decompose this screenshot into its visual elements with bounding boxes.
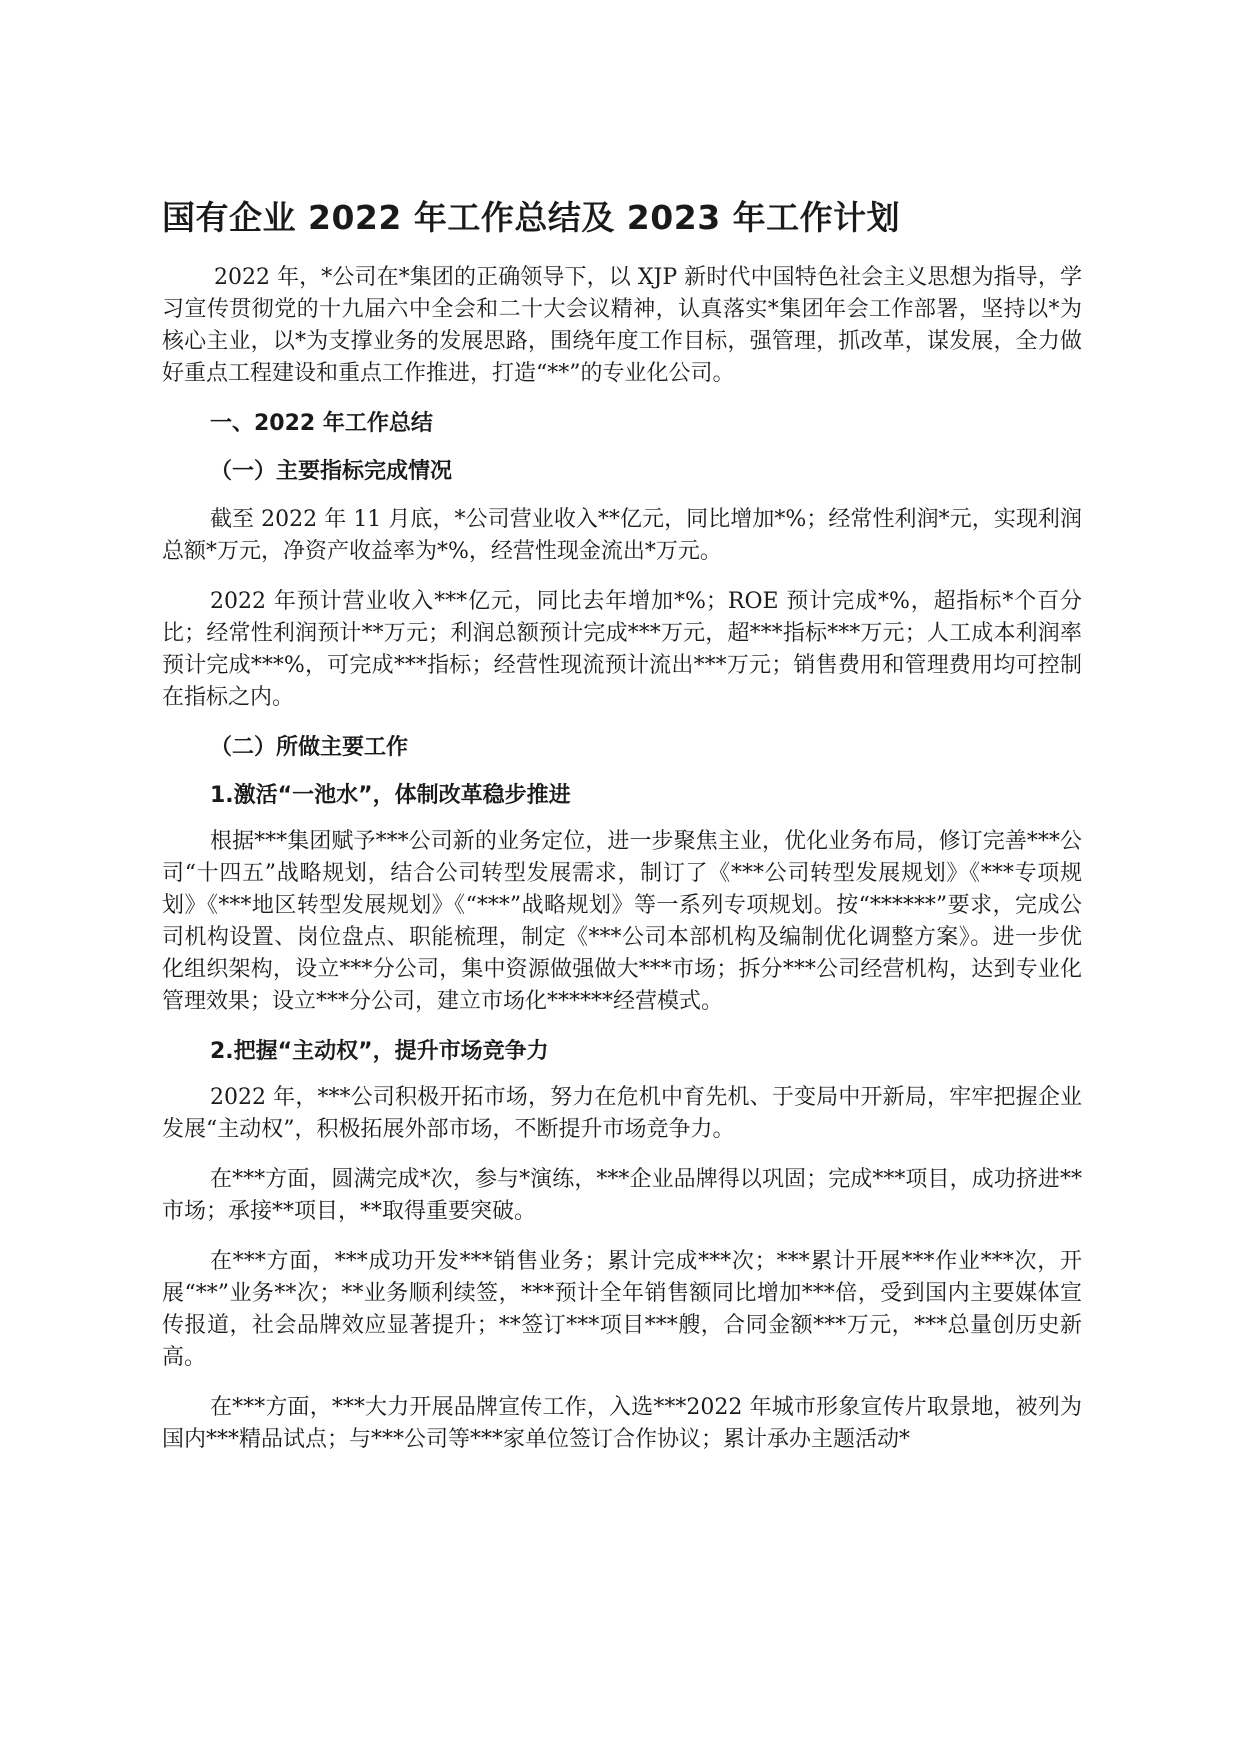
paragraph: 在***方面，圆满完成*次，参与*演练，***企业品牌得以巩固；完成***项目，成功挤进**市场；承接**项目，**取得重要突破。: [162, 1167, 1082, 1224]
paragraph: 截至 2022 年 11 月底，*公司营业收入**亿元，同比增加*%；经常性利润*元，实现利润总额*万元，净资产收益率为*%，经营性现金流出*万元。: [162, 507, 1082, 564]
item-heading: 2.把握“主动权”，提升市场竞争力: [210, 1039, 549, 1064]
subsection-heading: （一）主要指标完成情况: [210, 459, 453, 484]
document-page: [162, 196, 1082, 1474]
item-heading: 1.激活“一池水”，体制改革稳步推进: [210, 783, 571, 808]
paragraph: 在***方面，***成功开发***销售业务；累计完成***次；***累计开展***作业***次，开展“**”业务**次；**业务顺利续签，***预计全年销售额同比增加***倍，受到国内主要媒体宣传报道，社会品牌效应显著提升；**签订***项目***艘，合同金额***万元，***总量创历史新高。: [162, 1249, 1082, 1370]
section-heading: 一、2022 年工作总结: [210, 411, 433, 436]
paragraph: 2022 年预计营业收入***亿元，同比去年增加*%；ROE 预计完成*%，超指标*个百分比；经常性利润预计**万元；利润总额预计完成***万元，超***指标***万元；人工成本利润率预计完成***%，可完成***指标；经营性现流预计流出***万元；销售费用和管理费用均可控制在指标之内。: [162, 589, 1082, 710]
subsection-heading: （二）所做主要工作: [210, 735, 409, 760]
paragraph: 根据***集团赋予***公司新的业务定位，进一步聚焦主业，优化业务布局，修订完善***公司“十四五”战略规划，结合公司转型发展需求，制订了《***公司转型发展规划》《***专项规划》《***地区转型发展规划》《“***”战略规划》等一系列专项规划。按“******”要求，完成公司机构设置、岗位盘点、职能梳理，制定《***公司本部机构及编制优化调整方案》。进一步优化组织架构，设立***分公司，集中资源做强做大***市场；拆分***公司经营机构，达到专业化管理效果；设立***分公司，建立市场化******经营模式。: [162, 829, 1082, 1014]
paragraph: 在***方面，***大力开展品牌宣传工作，入选***2022 年城市形象宣传片取景地，被列为国内***精品试点；与***公司等***家单位签订合作协议；累计承办主题活动*: [162, 1395, 1082, 1452]
intro-paragraph: 2022 年，*公司在*集团的正确领导下，以 XJP 新时代中国特色社会主义思想为指导，学习宣传贯彻党的十九届六中全会和二十大会议精神，认真落实*集团年会工作部署，坚持以*为核心主业，以*为支撑业务的发展思路，围绕年度工作目标，强管理，抓改革，谋发展，全力做好重点工程建设和重点工作推进，打造“**”的专业化公司。: [162, 265, 1082, 386]
paragraph: 2022 年，***公司积极开拓市场，努力在危机中育先机、于变局中开新局，牢牢把握企业发展“主动权”，积极拓展外部市场，不断提升市场竞争力。: [162, 1085, 1082, 1142]
document-title: 国有企业 2022 年工作总结及 2023 年工作计划: [162, 198, 901, 237]
